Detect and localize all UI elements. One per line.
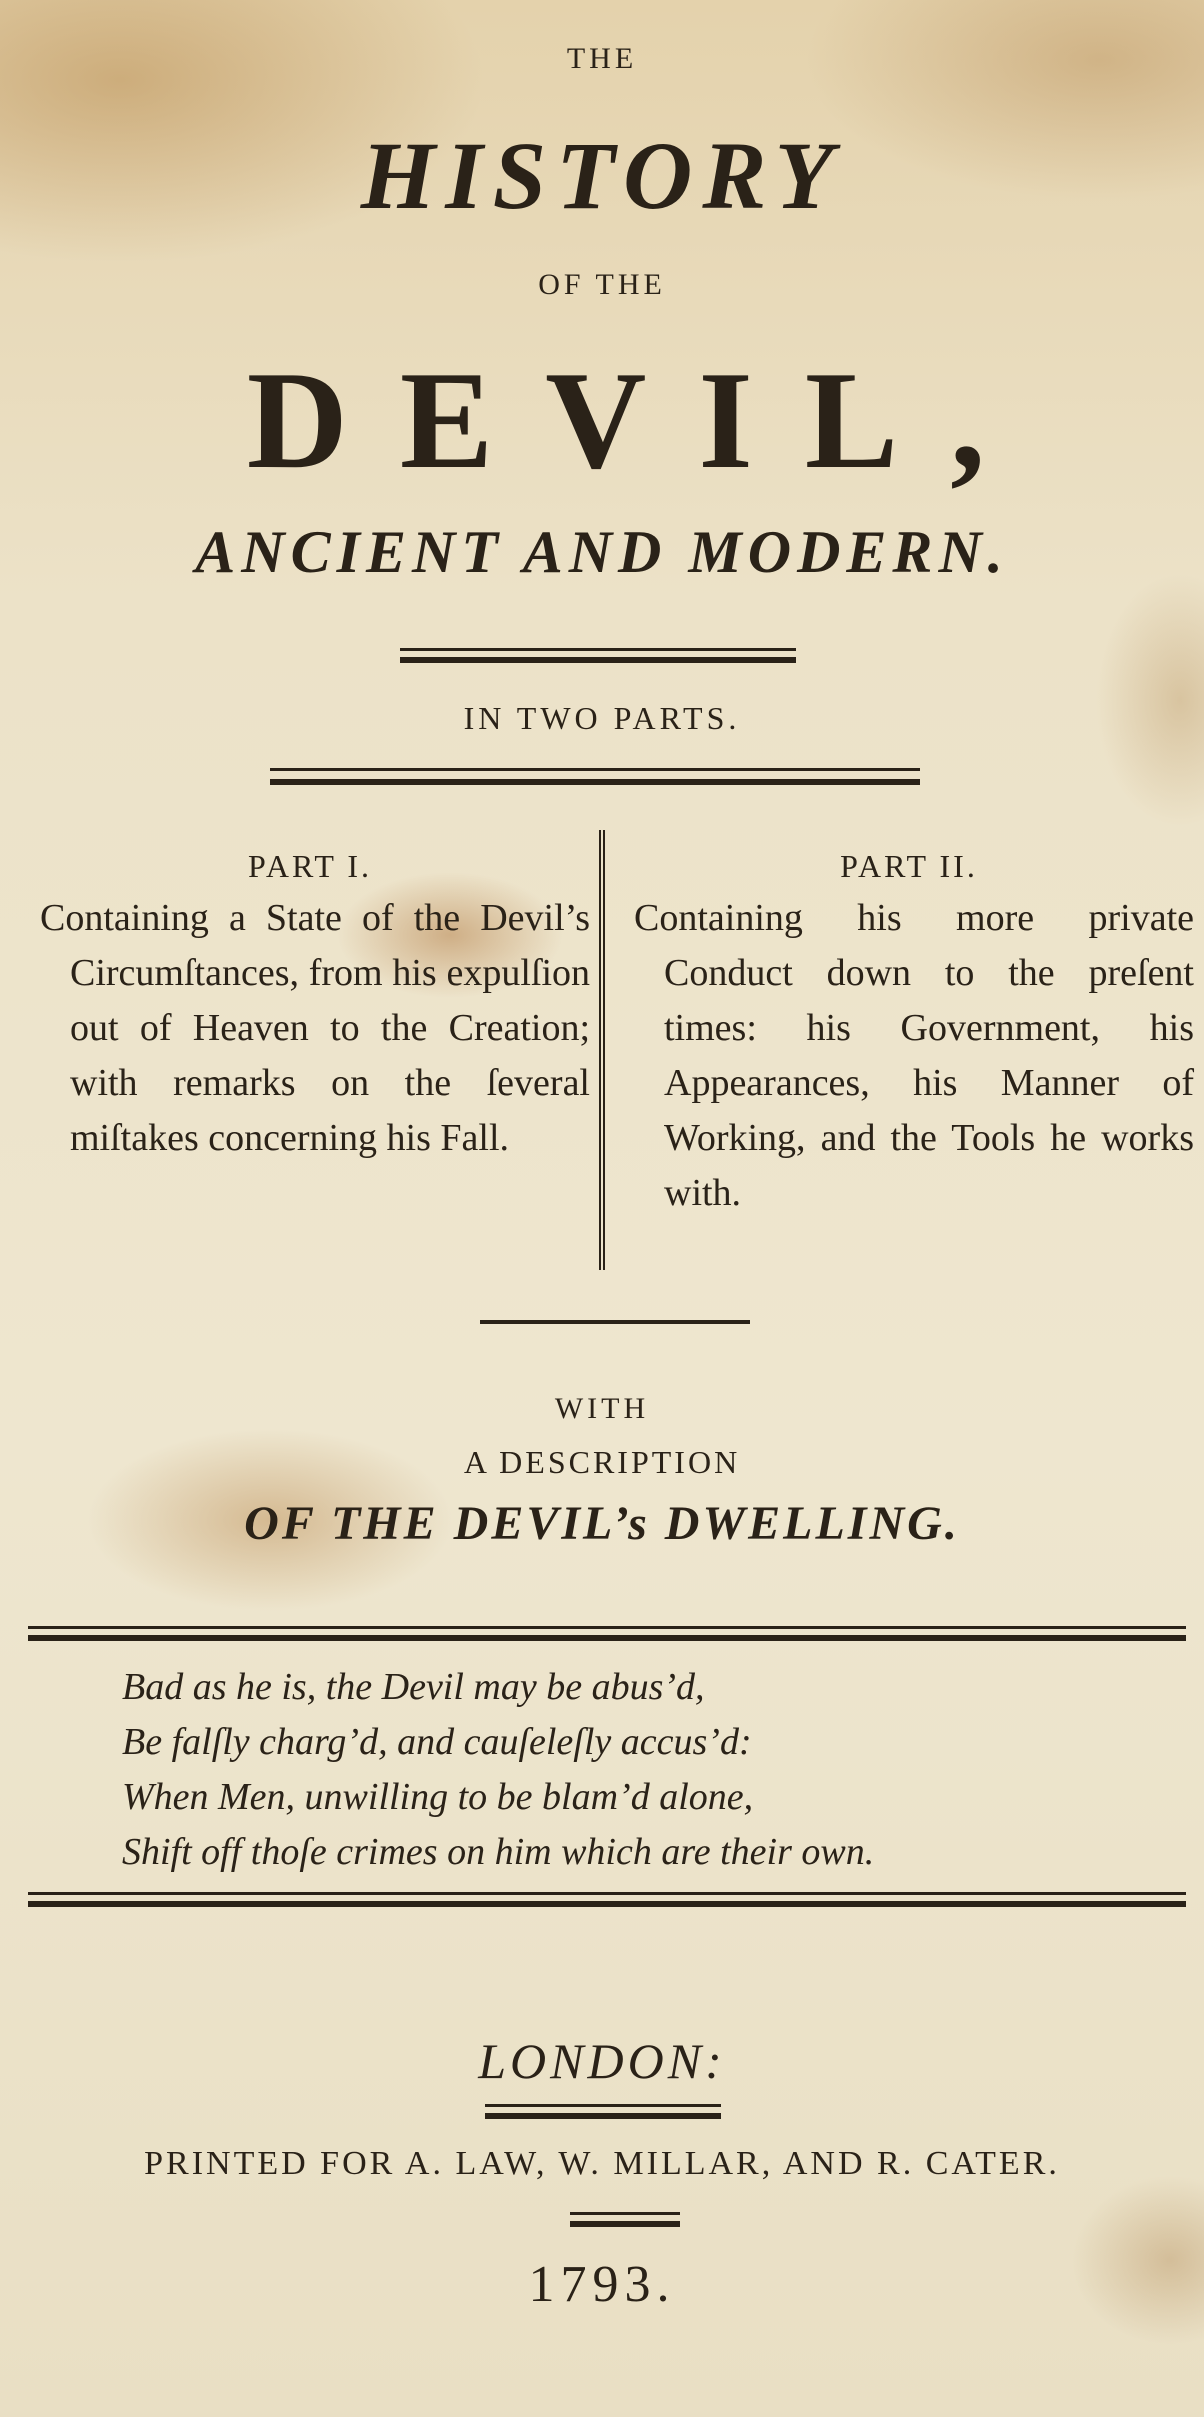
part-two-heading: PART II. <box>840 848 978 884</box>
part-one <box>30 848 590 1166</box>
verse-line: Be falſly charg’d, and cauſeleſly accus’d: <box>122 1721 752 1763</box>
part-two-text: Containing his more private Conduct down to the preſent times: his Government, his Appearances, his Manner of Working, and the Tools he works with. <box>634 897 1194 1214</box>
ornament-rule-5 <box>28 1892 1186 1907</box>
with-heading: WITH <box>554 1392 650 1425</box>
ornament-rule-3 <box>480 1320 750 1324</box>
ornament-rule-2 <box>270 768 920 785</box>
title-subtitle: ANCIENT AND MODERN. <box>195 519 1009 585</box>
title-the: THE <box>566 42 638 75</box>
title-history: HISTORY <box>360 122 844 229</box>
verse-line: Shift off thoſe crimes on him which are their own. <box>122 1831 875 1873</box>
description-heading: A DESCRIPTION <box>463 1444 741 1480</box>
part-one-heading: PART I. <box>247 848 372 884</box>
imprint-city: LONDON: <box>478 2033 726 2089</box>
ornament-rule-1 <box>400 648 796 663</box>
title-devil: DEVIL, <box>246 343 1038 498</box>
ornament-rule-7 <box>570 2212 680 2227</box>
verse-line: When Men, unwilling to be blam’d alone, <box>122 1776 754 1818</box>
verse-line: Bad as he is, the Devil may be abus’d, <box>122 1666 705 1708</box>
ornament-rule-4 <box>28 1626 1186 1641</box>
in-two-parts: IN TWO PARTS. <box>463 700 741 736</box>
devils-dwelling: OF THE DEVIL’s DWELLING. <box>244 1497 960 1550</box>
imprint-printers: PRINTED FOR A. LAW, W. MILLAR, AND R. CATER. <box>144 2145 1060 2182</box>
column-divider <box>599 830 605 1270</box>
imprint-year: 1793. <box>528 2256 676 2313</box>
ornament-rule-6 <box>485 2104 721 2119</box>
title-of-the: OF THE <box>538 268 666 301</box>
part-two <box>624 848 1194 1221</box>
part-one-text: Containing a State of the Devil’s Circumſtances, from his expulſion out of Heaven to the Creation; with remarks on the ſeveral miſtakes concerning his Fall. <box>40 897 590 1159</box>
epigraph-verse <box>122 1660 874 1880</box>
